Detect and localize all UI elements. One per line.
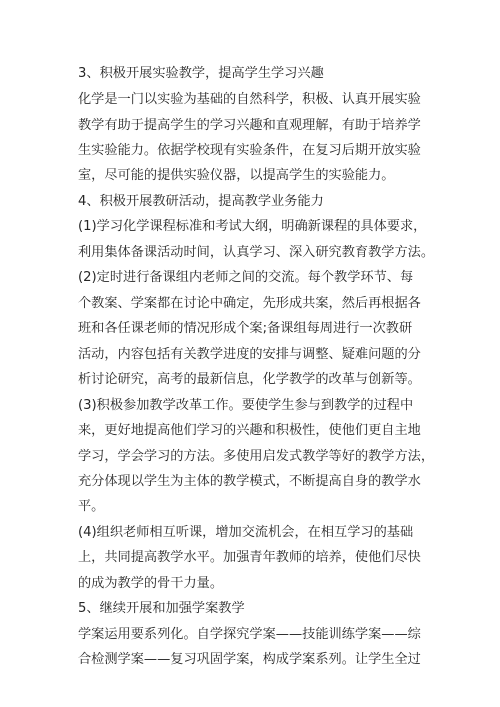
paragraph-line: 化学是一门以实验为基础的自然科学，积极、认真开展实验 (78, 92, 421, 107)
paragraph-line: (3)积极参加教学改革工作。要使学生参与到教学的过程中 (78, 398, 414, 413)
paragraph-line: 合检测学案——复习巩固学案，构成学案系列。让学生全过 (78, 652, 421, 667)
paragraph-line: 个教案、学案都在讨论中确定，先形成共案，然后再根据各 (78, 296, 421, 311)
paragraph-line: (4)组织老师相互听课，增加交流机会，在相互学习的基础 (78, 525, 414, 540)
paragraph-line: 教学有助于提高学生的学习兴趣和直观理解，有助于培养学 (78, 118, 421, 133)
paragraph-line: (1)学习化学课程标准和考试大纲，明确新课程的具体要求， (78, 219, 427, 234)
paragraph-line: 充分体现以学生为主体的教学模式，不断提高自身的教学水 (78, 474, 421, 489)
paragraph-line: 来，更好地提高他们学习的兴趣和积极性，使他们更自主地 (78, 423, 421, 438)
paragraph-line: 的成为教学的骨干力量。 (78, 576, 224, 591)
paragraph-line: (2)定时进行备课组内老师之间的交流。每个教学环节、每 (78, 270, 414, 285)
paragraph-line: 学案运用要系列化。自学探究学案——技能训练学案——综 (78, 627, 421, 642)
paragraph-line: 利用集体备课活动时间，认真学习、深入研究教育教学方法。 (78, 245, 435, 260)
heading-4: 4、积极开展教研活动，提高教学业务能力 (78, 194, 324, 209)
heading-3: 3、积极开展实验教学，提高学生学习兴趣 (78, 66, 324, 81)
paragraph-line: 室，尽可能的提供实验仪器，以提高学生的实验能力。 (78, 168, 395, 183)
paragraph-line: 平。 (78, 499, 105, 514)
heading-5: 5、继续开展和加强学案教学 (78, 601, 245, 616)
paragraph-line: 活动，内容包括有关教学进度的安排与调整、疑难问题的分 (78, 347, 421, 362)
paragraph-line: 学习，学会学习的方法。多使用启发式教学等好的教学方法， (78, 449, 435, 464)
paragraph-line: 上，共同提高教学水平。加强青年教师的培养，使他们尽快 (78, 550, 421, 565)
paragraph-line: 班和各任课老师的情况形成个案;备课组每周进行一次教研 (78, 321, 413, 336)
paragraph-line: 生实验能力。依据学校现有实验条件，在复习后期开放实验 (78, 143, 421, 158)
paragraph-line: 析讨论研究，高考的最新信息，化学教学的改革与创新等。 (78, 372, 421, 387)
